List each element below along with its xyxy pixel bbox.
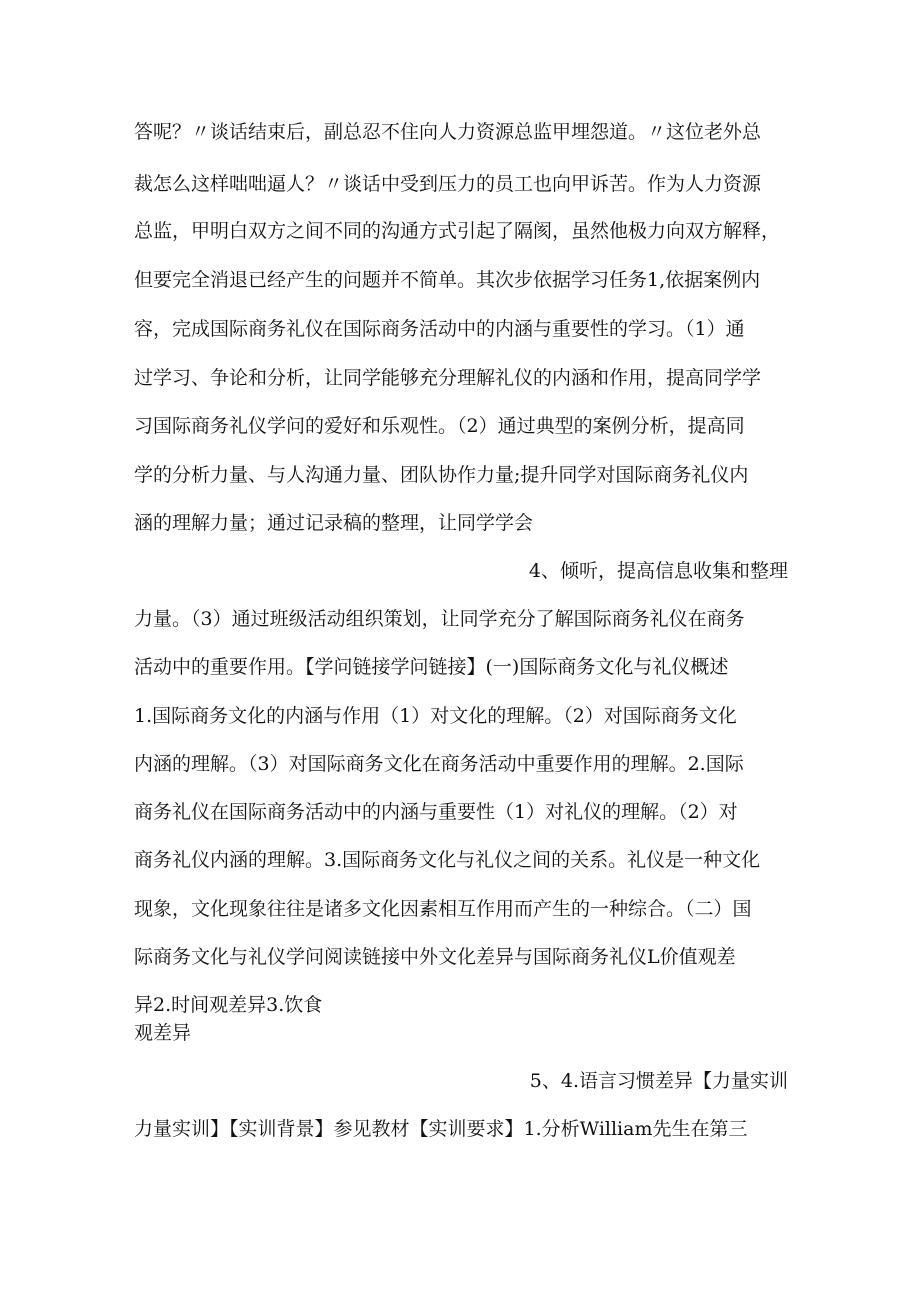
text-line: 商务礼仪内涵的理解。3.国际商务文化与礼仪之间的关系。礼仪是一种文化 [134,849,761,871]
text-line: 异2.时间观差异3.饮食 [134,994,323,1016]
text-line: 但要完全消退已经产生的问题并不简单。其次步依据学习任务1,依据案例内 [134,269,761,291]
text-line: 4、倾听，提高信息收集和整理 [528,560,788,582]
text-line: 习国际商务礼仪学问的爱好和乐观性。（2）通过典型的案例分析，提高同 [134,415,745,437]
text-line: 力量实训】【实训背景】参见教材【实训要求】1.分析William先生在第三 [134,1118,748,1140]
text-line: 现象，文化现象往往是诸多文化因素相互作用而产生的一种综合。（二）国 [134,898,752,920]
text-line: 答呢？〃谈话结束后，副总忍不住向人力资源总监甲埋怨道。〃这位老外总 [134,121,762,143]
text-line: 涵的理解力量；通过记录稿的整理，让同学学会 [134,512,534,534]
text-line: 商务礼仪在国际商务活动中的内涵与重要性（1）对礼仪的理解。（2）对 [134,801,738,823]
text-line: 活动中的重要作用。【学问链接学问链接】(一)国际商务文化与礼仪概述 [134,656,729,678]
text-line: 力量。（3）通过班级活动组织策划，让同学充分了解国际商务礼仪在商务 [134,608,745,630]
text-line: 内涵的理解。（3）对国际商务文化在商务活动中重要作用的理解。2.国际 [134,753,744,775]
text-line: 观差异 [134,1022,192,1044]
text-line: 学的分析力量、与人沟通力量、团队协作力量;提升同学对国际商务礼仪内 [134,464,749,486]
text-line: 1.国际商务文化的内涵与作用（1）对文化的理解。（2）对国际商务文化 [134,705,737,727]
text-line: 过学习、争论和分析，让同学能够充分理解礼仪的内涵和作用，提高同学学 [134,367,762,389]
text-line: 容，完成国际商务礼仪在国际商务活动中的内涵与重要性的学习。（1）通 [134,318,745,340]
text-line: 裁怎么这样咄咄逼人？〃谈话中受到压力的员工也向甲诉苦。作为人力资源 [134,173,762,195]
text-line: 5、4.语言习惯差异【力量实训 [529,1070,788,1092]
text-line: 总监，甲明白双方之间不同的沟通方式引起了隔阂，虽然他极力向双方解释， [134,220,781,242]
text-line: 际商务文化与礼仪学问阅读链接中外文化差异与国际商务礼仪L价值观差 [134,946,736,968]
